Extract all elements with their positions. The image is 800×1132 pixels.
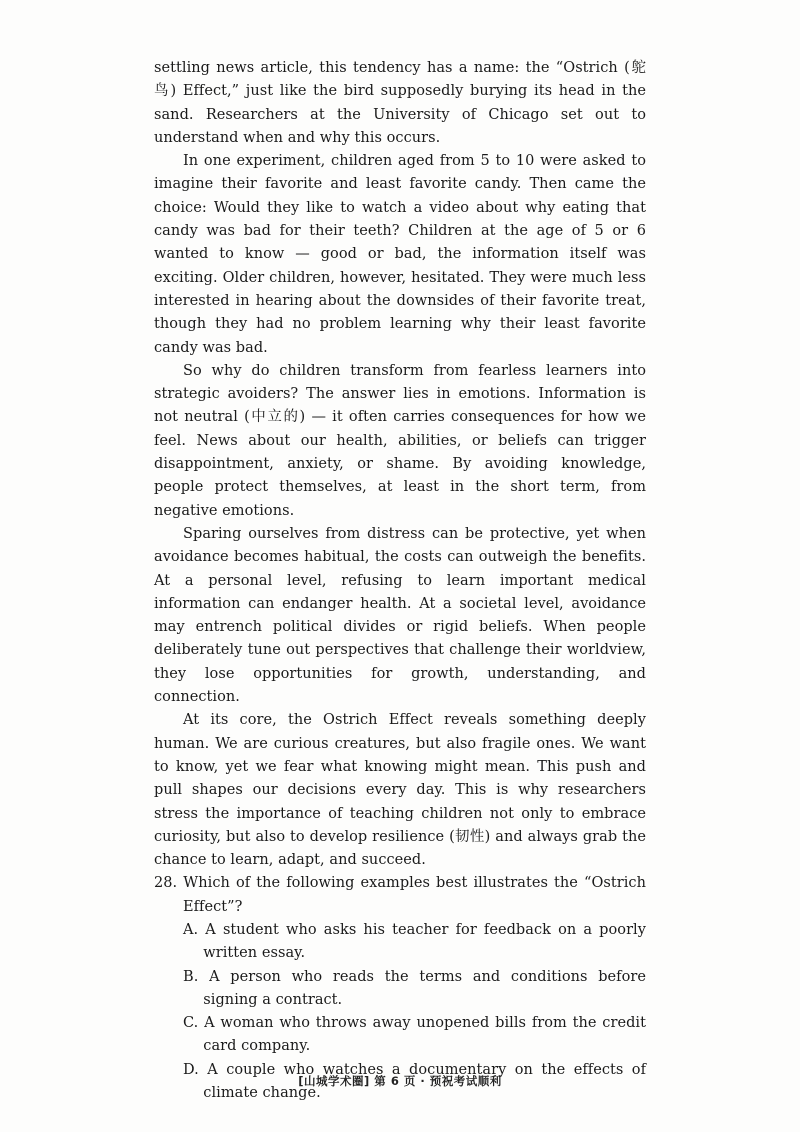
option-d: D. A couple who watches a documentary on the effects of climate change. — [183, 1061, 646, 1102]
passage-paragraph-2: In one experiment, children aged from 5 to 10 were asked to imagine their favorite and least favorite candy. Then came the choice: Would they like to watch a video about why eating that candy was bad for their teeth? Children at the age of 5 or 6 wanted to know — good or bad, the information itself was exciting. Older children, however, hesitated. They were much less interested in hearing about the downsides of their favorite treat, though they had no problem learning why their least favorite candy was bad. — [154, 153, 646, 356]
option-c: C. A woman who throws away unopened bills from the credit card company. — [183, 1015, 646, 1055]
page-footer: [山城学术圈] 第 6 页 · 预祝考试顺利 — [298, 1074, 502, 1088]
passage-paragraph-3: So why do children transform from fearless learners into strategic avoiders? The answer lies in emotions. Information is not neutral (中立的) — it often carries consequences for how we feel. News about our health, abilities, or beliefs can trigger disappointment, anxiety, or shame. By avoiding knowledge, people protect themselves, at least in the short term, from negative emotions. — [154, 362, 646, 519]
option-b: B. A person who reads the terms and conditions before signing a contract. — [183, 968, 646, 1008]
passage-paragraph-5: At its core, the Ostrich Effect reveals something deeply human. We are curious creatures, but also fragile ones. We want to know, yet we fear what knowing might mean. This push and pull shapes our decisions every day. This is why researchers stress the importance of teaching children not only to embrace curiosity, but also to develop resilience (韧性) and always grab the chance to learn, adapt, and succeed. — [154, 712, 646, 869]
question-stem: 28. Which of the following examples best illustrates the “Ostrich Effect”? — [154, 875, 646, 915]
question-28 — [154, 872, 646, 1105]
option-a: A. A student who asks his teacher for feedback on a poorly written essay. — [183, 921, 646, 962]
reading-passage — [154, 57, 646, 1105]
passage-paragraph-1: settling news article, this tendency has a name: the “Ostrich (鸵鸟) Effect,” just like the bird supposedly burying its head in the sand. Researchers at the University of Chicago set out to understand when and why this occurs. — [154, 60, 646, 146]
passage-paragraph-4: Sparing ourselves from distress can be protective, yet when avoidance becomes habitual, the costs can outweigh the benefits. At a personal level, refusing to learn important medical information can endanger health. At a societal level, avoidance may entrench political divides or rigid beliefs. When people deliberately tune out perspectives that challenge their worldview, they lose opportunities for growth, understanding, and connection. — [154, 525, 646, 706]
